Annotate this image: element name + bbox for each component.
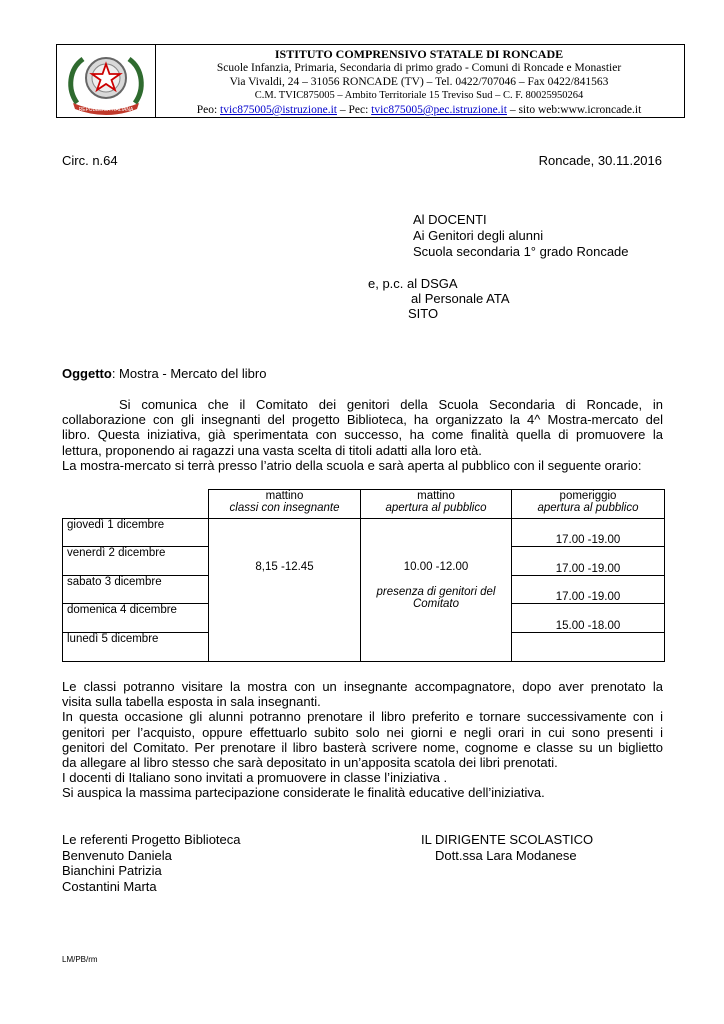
- header-line-3: Via Vivaldi, 24 – 31056 RONCADE (TV) – Tel. 0422/707046 – Fax 0422/841563: [229, 76, 609, 88]
- paragraph-4-line: genitori del Comitato. Per prenotare il libro basterà scrivere nome, cognome e classe su un biglietto: [62, 739, 663, 755]
- signature-left-name: Costantini Marta: [62, 878, 157, 894]
- subject-text: : Mostra - Mercato del libro: [111, 366, 267, 381]
- day-cell: domenica 4 dicembre: [63, 604, 209, 633]
- day-cell: lunedì 5 dicembre: [63, 633, 209, 662]
- letterhead: [56, 44, 685, 118]
- col-header-morning-classes: [209, 490, 361, 519]
- paragraph-1-line: lettura, proponendo ai ragazzi una vasta scelta di titoli adatti alla loro età.: [62, 442, 482, 458]
- header-line-2: Scuole Infanzia, Primaria, Secondaria di primo grado - Comuni di Roncade e Monastier: [216, 62, 622, 74]
- signature-right-name: Dott.ssa Lara Modanese: [435, 847, 577, 863]
- recipient-line-2: Ai Genitori degli alunni: [413, 228, 544, 243]
- paragraph-1-line: libro. Questa iniziativa, già sperimentata con successo, ha come finalità quella di promuovere la: [62, 427, 663, 443]
- signature-left-title: Le referenti Progetto Biblioteca: [62, 832, 241, 847]
- paragraph-3: [62, 679, 663, 801]
- subject-label: Oggetto: [62, 366, 112, 381]
- signature-right-title: IL DIRIGENTE SCOLASTICO: [421, 832, 594, 847]
- subject: [62, 366, 266, 381]
- signature-left-name: Benvenuto Daniela: [62, 847, 172, 863]
- paragraph-6: Si auspica la massima partecipazione considerate le finalità educative dell’iniziativa.: [62, 785, 545, 801]
- recipient-line-1: Al DOCENTI: [413, 212, 487, 227]
- day-cell: sabato 3 dicembre: [63, 576, 209, 604]
- day-cell: giovedì 1 dicembre: [63, 519, 209, 547]
- paragraph-3-line: Le classi potranno visitare la mostra con un insegnante accompagnatore, dopo aver prenotato la: [62, 679, 663, 694]
- col-subtitle: apertura al pubblico: [385, 502, 487, 514]
- col-title: mattino: [265, 490, 304, 502]
- col-title: mattino: [417, 490, 455, 502]
- col-subtitle: apertura al pubblico: [537, 502, 639, 514]
- paragraph-5: I docenti di Italiano sono invitati a promuovere in classe l’iniziativa .: [62, 770, 448, 786]
- empty-header-cell: [63, 490, 209, 519]
- col-title: pomeriggio: [559, 490, 617, 502]
- paragraph-4-line: da allegare al libro stesso che sarà depositato in un’apposita scatola dei libri prenotati.: [62, 755, 558, 771]
- morning-public-hours: 10.00 -12.00: [403, 561, 469, 573]
- day-cell: venerdì 2 dicembre: [63, 547, 209, 576]
- footer-code: LM/PB/rm: [62, 955, 98, 964]
- signature-right: [421, 832, 593, 863]
- morning-classes-cell: 8,15 -12.45: [209, 519, 361, 662]
- peo-label: Peo:: [196, 104, 221, 116]
- signature-left: [62, 832, 241, 894]
- paragraph-1-line: Si comunica che il Comitato dei genitori della Scuola Secondaria di Roncade, in: [119, 397, 663, 412]
- recipient-line-3: Scuola secondaria 1° grado Roncade: [413, 244, 629, 259]
- afternoon-cell: 17.00 -19.00: [512, 547, 665, 576]
- afternoon-cell: [512, 633, 665, 662]
- school-name: ISTITUTO COMPRENSIVO STATALE DI RONCADE: [274, 47, 564, 61]
- morning-public-cell: [361, 519, 512, 662]
- paragraph-4-line: genitori per l’acquisto, oppure effettuarlo subito solo nei giorni e negli orari in cui sono presenti i: [62, 724, 663, 740]
- letterhead-text: [156, 47, 682, 117]
- header-line-4: C.M. TVIC875005 – Ambito Territoriale 15 Treviso Sud – C. F. 80025950264: [254, 90, 584, 101]
- paragraph-1-line: collaborazione con gli insegnanti del progetto Biblioteca, ha organizzato la 4^ Mostra-mercato del: [62, 412, 663, 428]
- logo-box: [57, 45, 156, 117]
- table-header-row: [63, 490, 665, 519]
- recipient-line-6: SITO: [408, 306, 439, 321]
- table-row: [63, 519, 665, 547]
- website: – sito web:www.icroncade.it: [506, 104, 642, 116]
- peo-email-link[interactable]: tvic875005@istruzione.it: [220, 104, 337, 116]
- pec-label: – Pec:: [336, 104, 372, 116]
- circular-number: Circ. n.64: [62, 153, 118, 168]
- afternoon-cell: 15.00 -18.00: [512, 604, 665, 633]
- header-contacts: [156, 103, 682, 117]
- paragraph-4-line: In questa occasione gli alunni potranno prenotare il libro preferito e tornare successivamente con i: [62, 709, 663, 725]
- col-header-morning-public: [361, 490, 512, 519]
- schedule-table: [62, 489, 665, 662]
- paragraph-2: La mostra-mercato si terrà presso l’atrio della scuola e sarà aperta al pubblico con il seguente orario:: [62, 457, 642, 473]
- col-header-afternoon-public: [512, 490, 665, 519]
- place-date: Roncade, 30.11.2016: [538, 153, 662, 168]
- afternoon-cell: 17.00 -19.00: [512, 576, 665, 604]
- col-subtitle: classi con insegnante: [229, 502, 340, 514]
- signature-left-name: Bianchini Patrizia: [62, 863, 162, 878]
- republic-emblem: [57, 45, 155, 117]
- morning-public-note: presenza di genitori del Comitato: [376, 586, 496, 610]
- paragraph-1: [62, 397, 663, 473]
- recipient-line-4: e, p.c. al DSGA: [368, 276, 458, 291]
- recipient-line-5: al Personale ATA: [411, 291, 510, 306]
- pec-email-link[interactable]: tvic875005@pec.istruzione.it: [371, 104, 507, 116]
- emblem-text: REPUBBLICA ITALIANA: [78, 107, 134, 113]
- afternoon-cell: 17.00 -19.00: [512, 519, 665, 547]
- paragraph-3-line: visita sulla tabella esposta in sala insegnanti.: [62, 694, 321, 710]
